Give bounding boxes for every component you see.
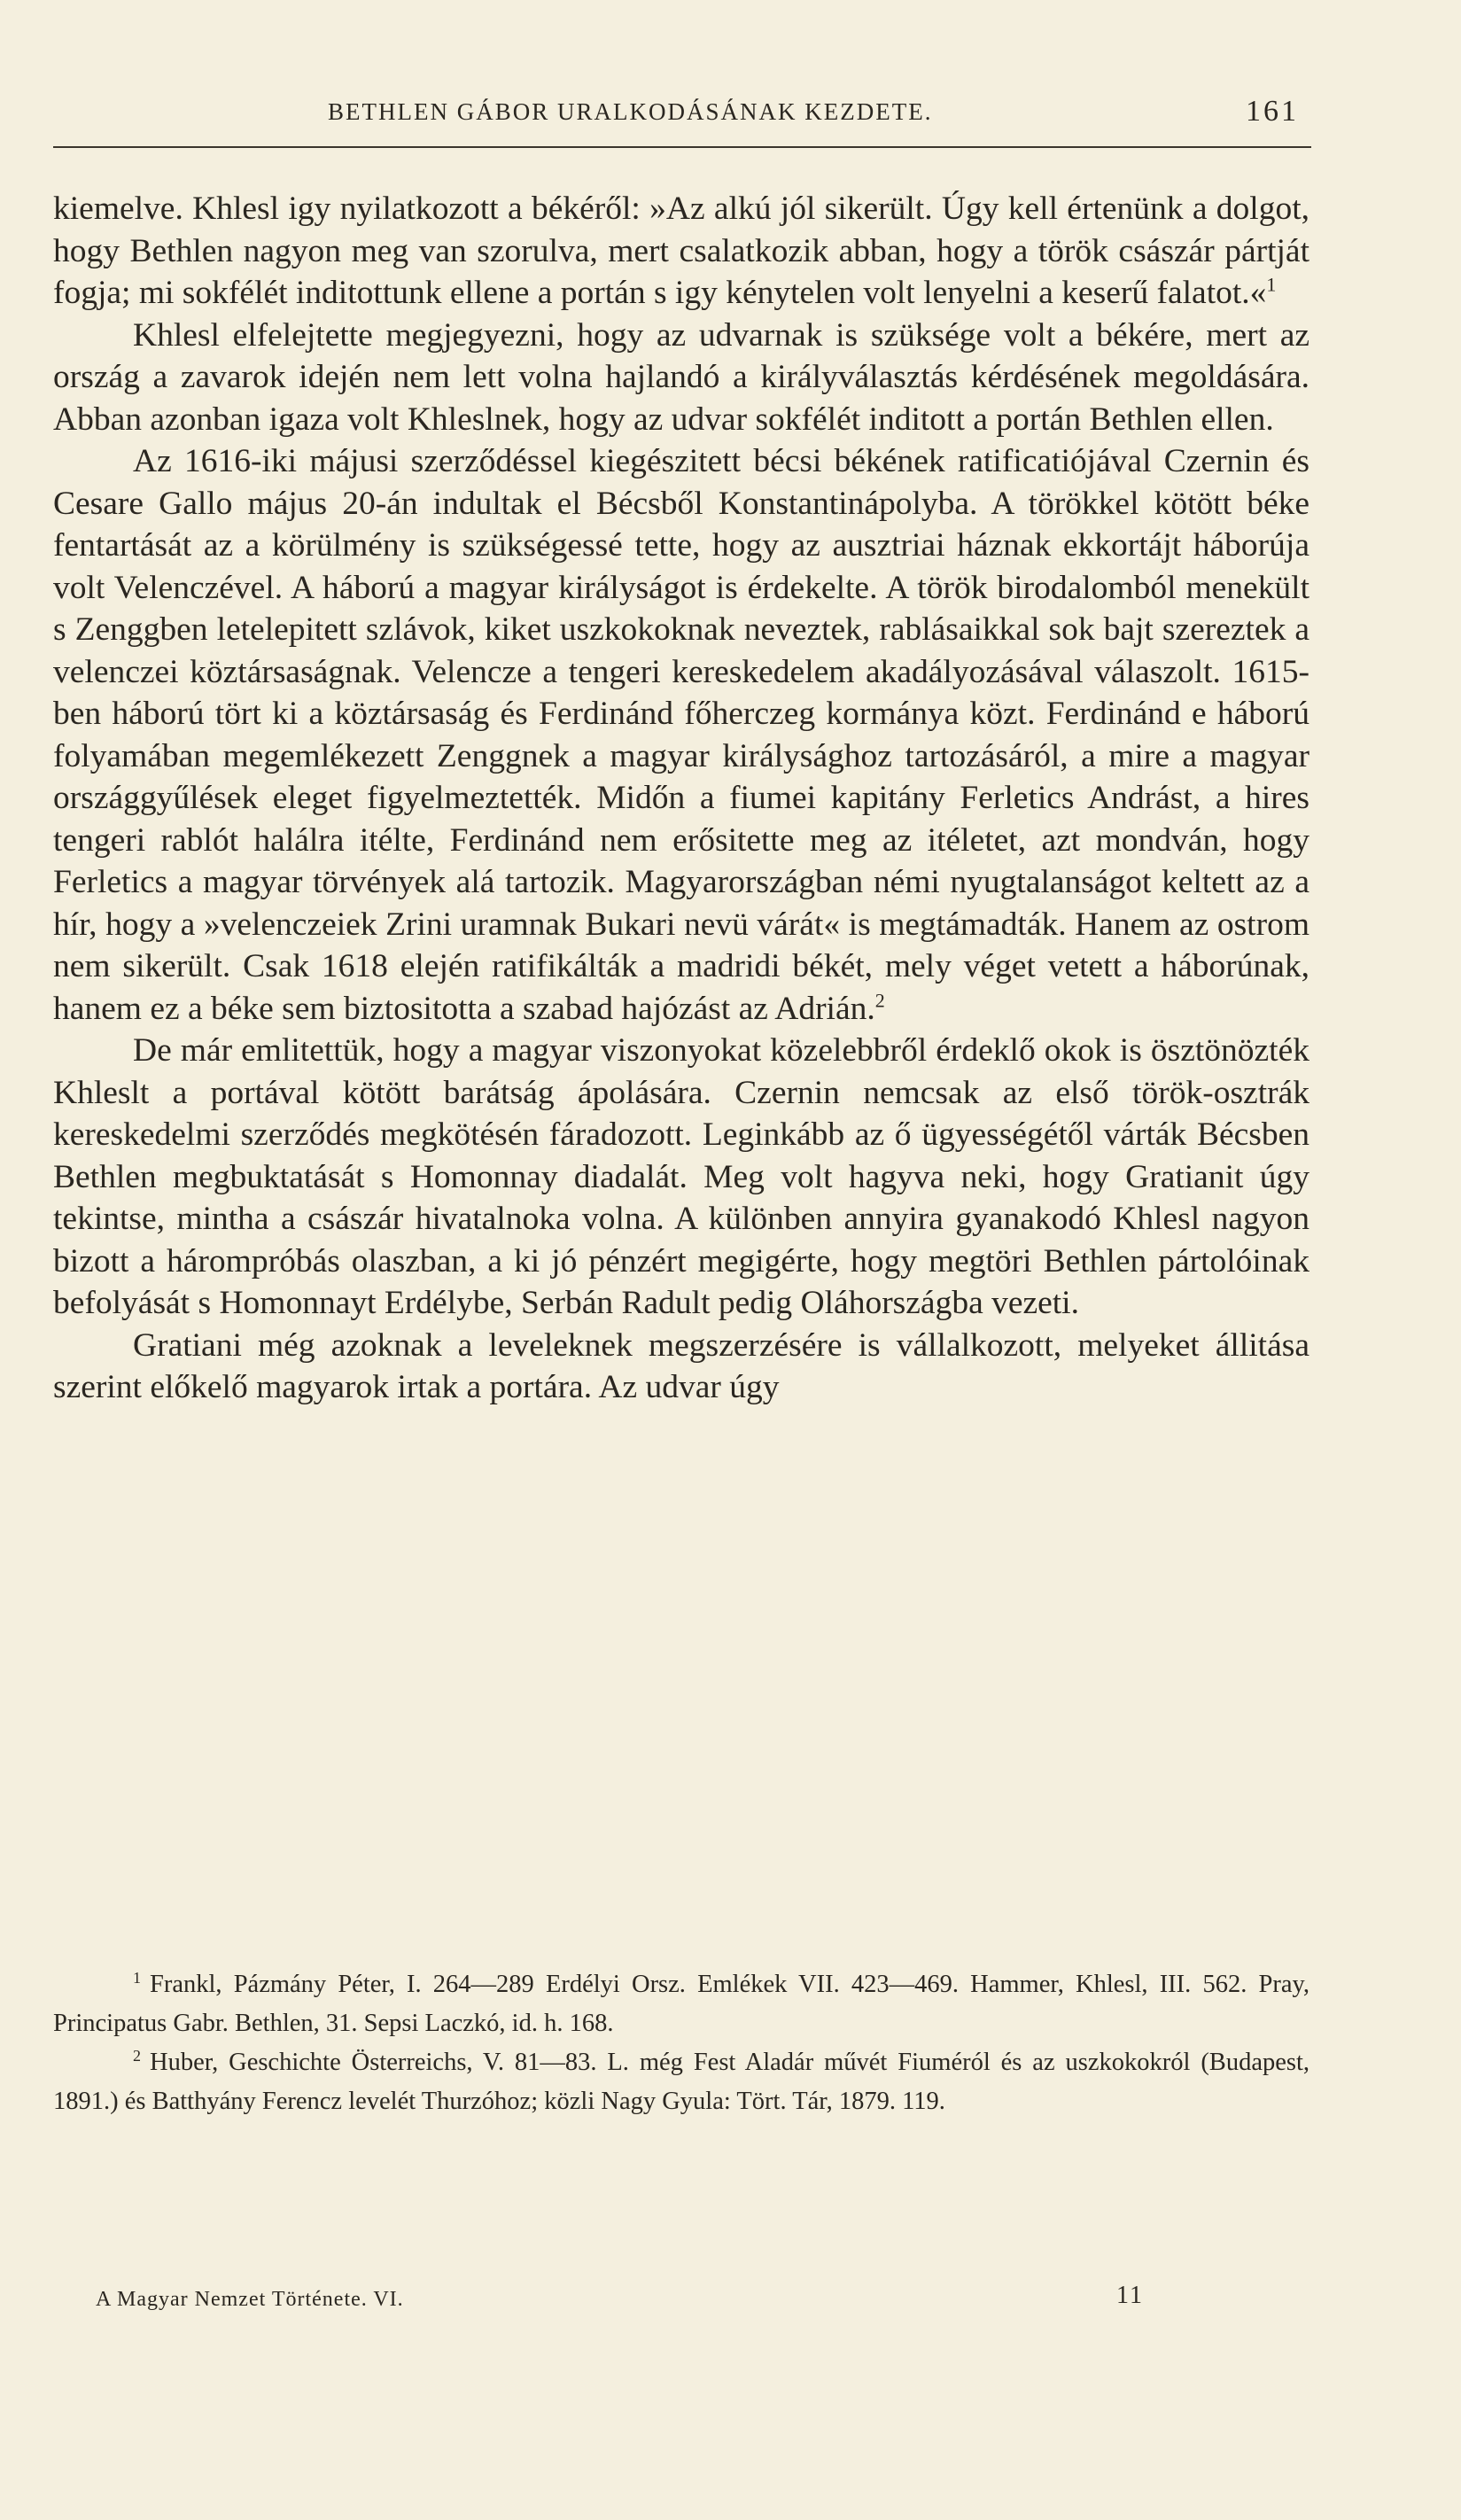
footnotes (53, 1965, 1309, 2121)
page-number: 161 (1246, 95, 1299, 128)
running-header (53, 93, 1311, 148)
paragraph-text: Khlesl elfelejtette megjegyezni, hogy az udvarnak is szüksége volt a békére, mert az ország a zavarok idején nem lett volna hajlandó a királyválasztás kérdésének megoldására. Abban azonban igaza volt Khleslnek, hogy az udvar sokfélét inditott a portán Bethlen ellen. (53, 316, 1309, 438)
paragraph-text: Gratiani még azoknak a leveleknek megszerzésére is vállalkozott, melyeket állitása szerint előkelő magyarok irtak a portára. Az udvar úgy (53, 1326, 1309, 1405)
signature-line: A Magyar Nemzet Története. VI. (96, 2288, 404, 2311)
footnote-reference: 2 (874, 989, 885, 1011)
paragraph (53, 1030, 1309, 1325)
paragraph (53, 315, 1309, 441)
footnote (53, 2043, 1309, 2121)
paragraph-text: De már emlitettük, hogy a magyar viszonyokat közelebbről érdeklő okok is ösztönözték Khleslt a portával kötött barátság ápolására. Czernin nemcsak az első török-osztrák kereskedelmi szerződés megkötésén fáradozott. Leginkább az ő ügyességétől várták Bécsben Bethlen megbuktatását s Homonnay diadalát. Meg volt hagyva neki, hogy Gratianit úgy tekintse, mintha a császár hivatalnoka volna. A különben annyira gyanakodó Khlesl nagyon bizott a hárompróbás olaszban, a ki jó pénzért megigérte, hogy megtöri Bethlen pártolóinak befolyását s Homonnayt Erdélybe, Serbán Radult pedig Oláhországba vezeti. (53, 1032, 1309, 1321)
paragraph (53, 1325, 1309, 1409)
paragraph-text: Az 1616-iki májusi szerződéssel kiegészitett bécsi békének ratificatiójával Czernin és Cesare Gallo május 20-án indultak el Bécsből Konstantinápolyba. A törökkel kötött béke fentartását az a körülmény is szükségessé tette, hogy az ausztriai háznak ekkortájt háborúja volt Velenczével. A háború a magyar királyságot is érdekelte. A török birodalomból menekült s Zenggben letelepitett szlávok, kiket uszkokoknak neveztek, rablásaikkal sok bajt szereztek a velenczei köztársaságnak. Velencze a tengeri kereskedelem akadályozásával válaszolt. 1615-ben háború tört ki a köztársaság és Ferdinánd főherczeg kormánya közt. Ferdinánd e háború folyamában megemlékezett Zenggnek a magyar királysághoz tartozásáról, a mire a magyar országgyűlések eleget figyelmeztették. Midőn a fiumei kapitány Ferletics Andrást, a hires tengeri rablót halálra itélte, Ferdinánd nem erősitette meg az itéletet, azt mondván, hogy Ferletics a magyar törvények alá tartozik. Magyarországban némi nyugtalanságot keltett az a hír, hogy a »velenczeiek Zrini uramnak Bukari nevü várát« is megtámadták. Hanem az ostrom nem sikerült. Csak 1618 elején ratifikálták a madridi békét, mely véget vetett a háborúnak, hanem ez a béke sem biztositotta a szabad hajózást az Adrián. (53, 443, 1309, 1027)
footnote-text: Huber, Geschichte Österreichs, V. 81—83. L. még Fest Aladár művét Fiuméról és az uszkokokról (Budapest, 1891.) és Batthyány Ferencz levelét Thurzóhoz; közli Nagy Gyula: Tört. Tár, 1879. 119. (53, 2049, 1309, 2115)
footnote-text: Frankl, Pázmány Péter, I. 264—289 Erdélyi Orsz. Emlékek VII. 423—469. Hammer, Khlesl, III. 562. Pray, Principatus Gabr. Bethlen, 31. Sepsi Laczkó, id. h. 168. (53, 1971, 1309, 2037)
footnote-reference: 1 (1266, 273, 1277, 296)
running-title: BETHLEN GÁBOR URALKODÁSÁNAK KEZDETE. (328, 98, 933, 125)
footnote-mark: 1 (133, 1968, 141, 1987)
paragraph (53, 440, 1309, 1030)
body-text (53, 188, 1309, 1409)
footnote (53, 1965, 1309, 2043)
paragraph-text: kiemelve. Khlesl igy nyilatkozott a békéről: »Az alkú jól sikerült. Úgy kell értenünk a dolgot, hogy Bethlen nagyon meg van szorulva, mert csalatkozik abban, hogy a török császár pártját fogja; mi sokfélét inditottunk ellene a portán s igy kénytelen volt lenyelni a keserű falatot.« (53, 191, 1309, 311)
footnote-mark: 2 (133, 2046, 141, 2065)
signature-number: 11 (1116, 2282, 1144, 2309)
paragraph (53, 188, 1309, 315)
